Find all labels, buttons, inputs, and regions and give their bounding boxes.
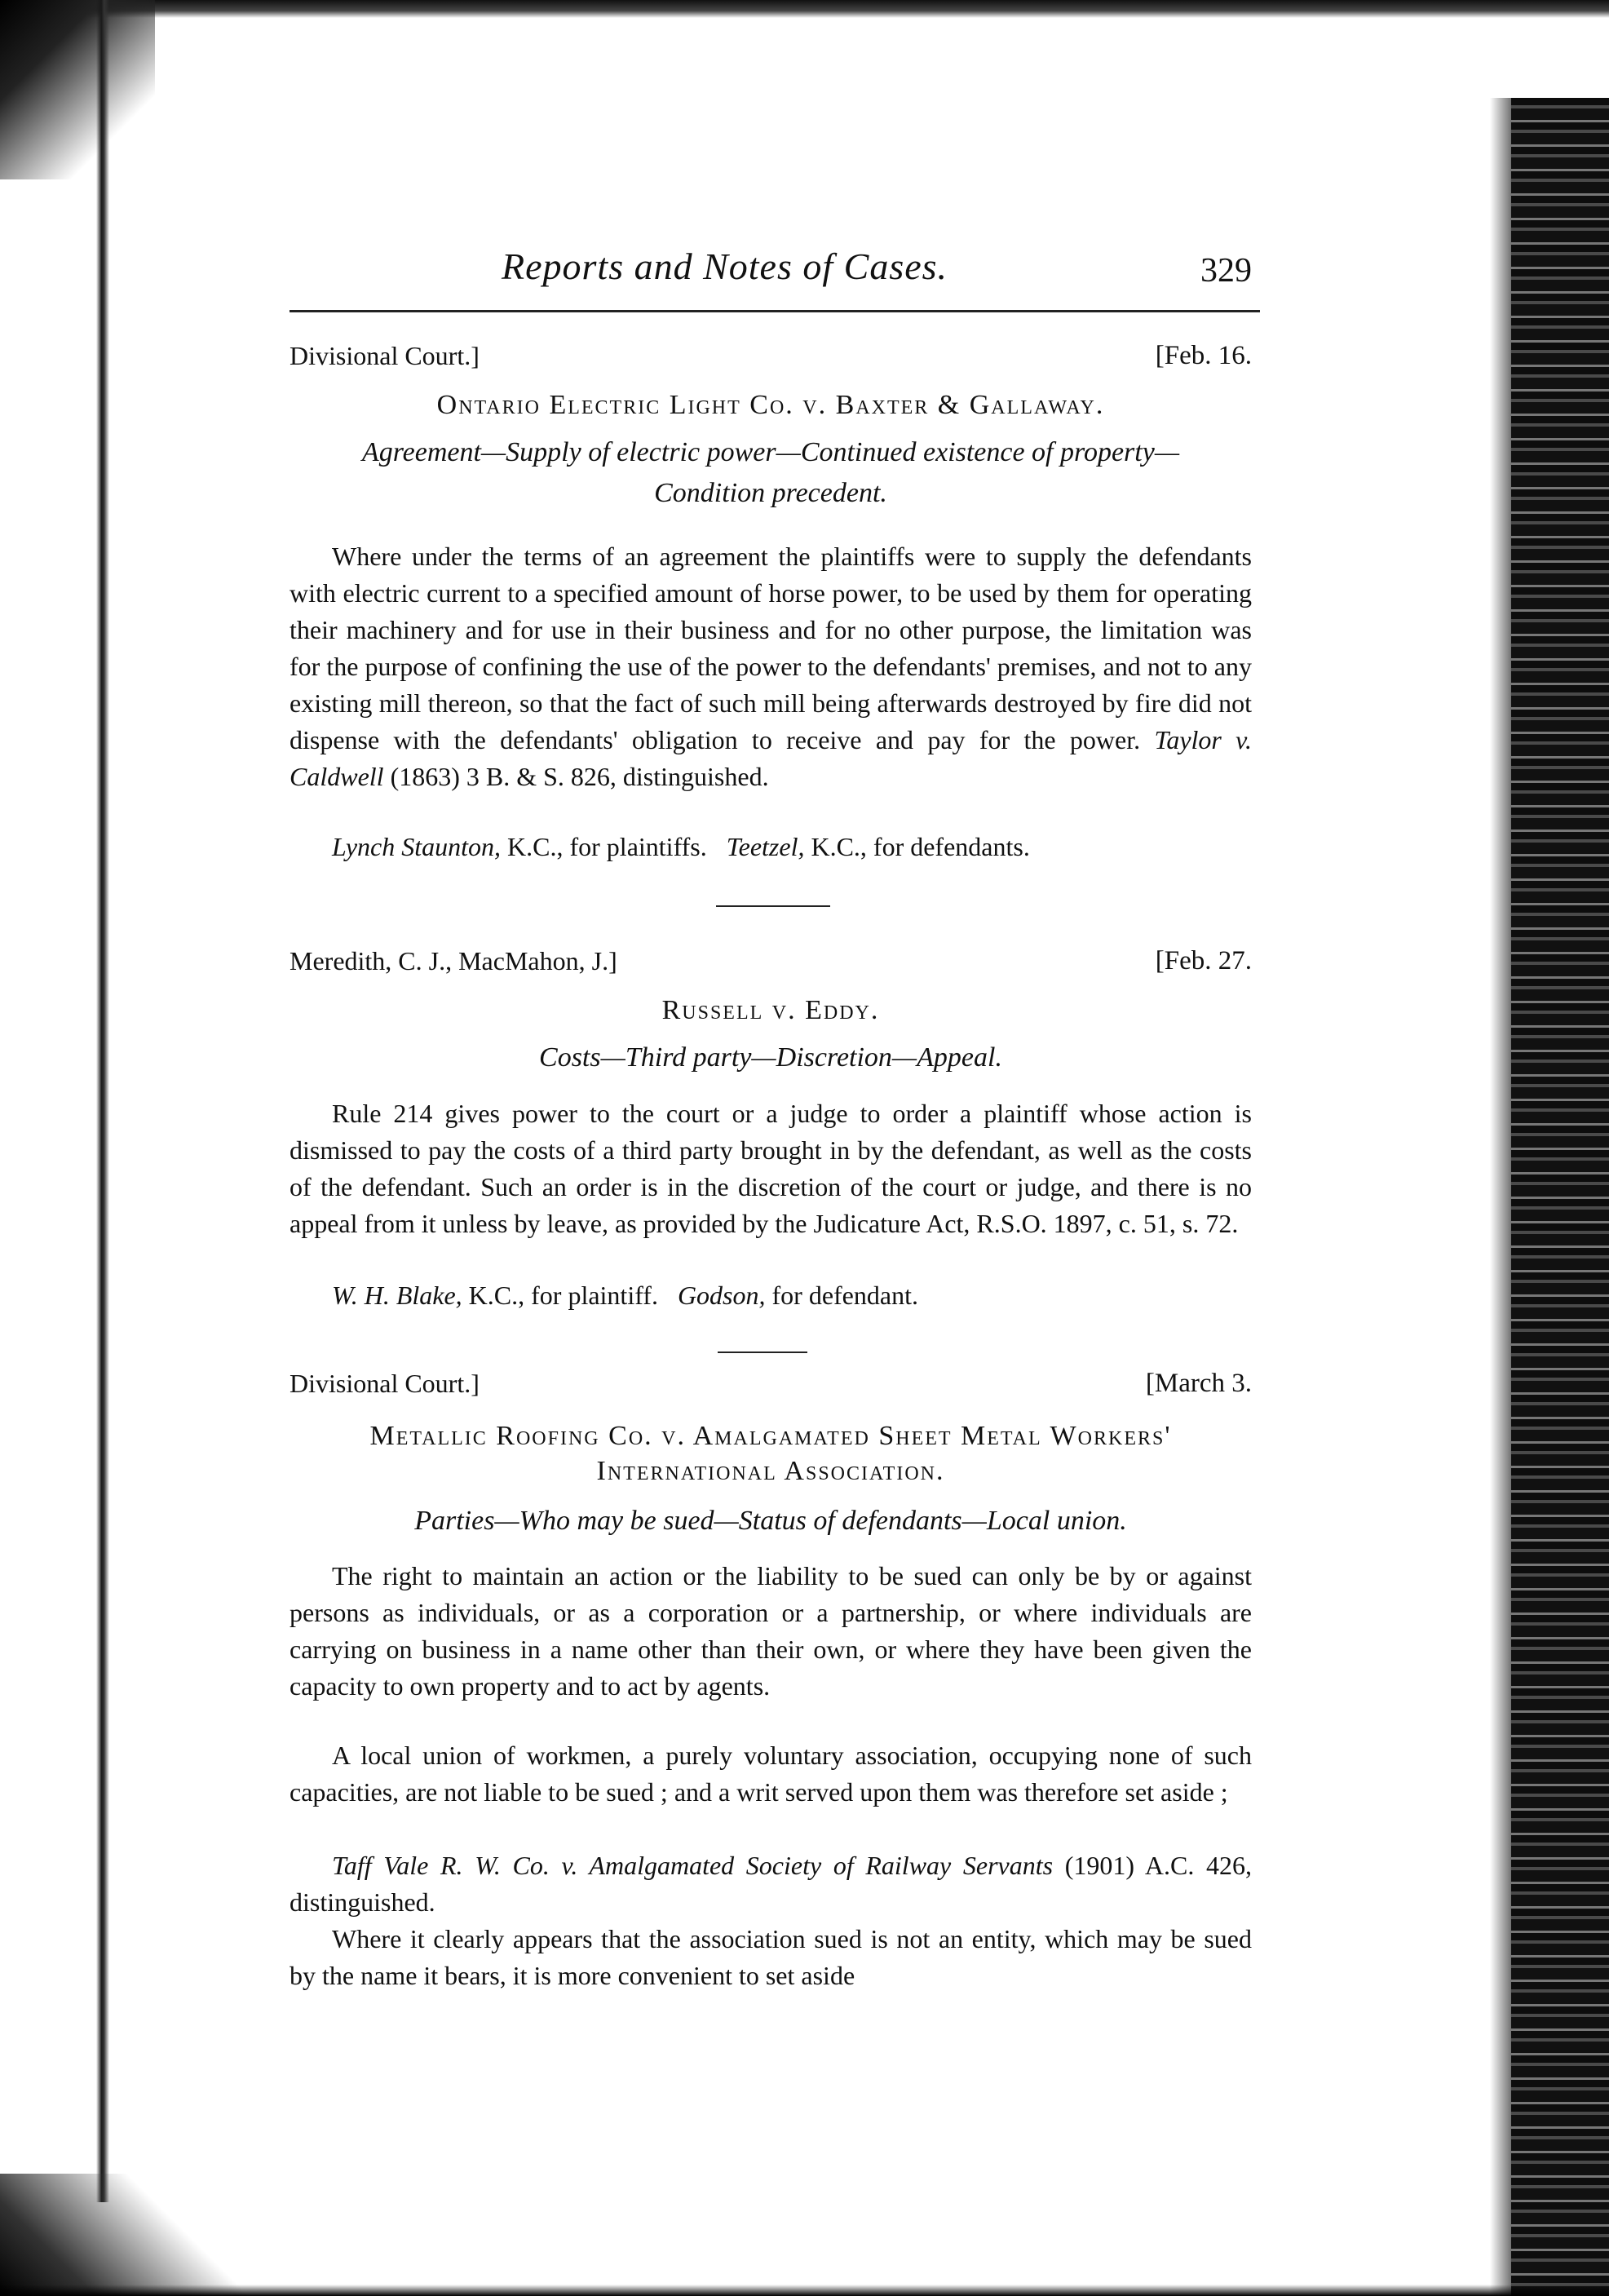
- case-1-paragraph-text: Where under the terms of an agreement the plaintiffs were to supply the defendants with electric current to a specified amount of horse power, to be used by them for operating their machinery and for use in their business and for no other purpose, the limitation was for the purpose of confining the use of the power to the defendants' premises, and not to any existing mill thereon, so that the fact of such mill being afterwards destroyed by fire did not dispense with the defendants' obligation to receive and pay for the power.: [290, 542, 1252, 754]
- case-separator-rule: [716, 905, 830, 907]
- case-3-paragraph-1: The right to maintain an action or the liability to be sued can only be by or against persons as individuals, or as a corporation or a partnership, or where individuals are carrying on business in a name other than their own, or where they have been given the capacity to own property and to act by agents.: [290, 1561, 1252, 1701]
- case-1-court: Divisional Court.]: [290, 341, 480, 370]
- case-3-title-line-2: International Association.: [596, 1456, 945, 1486]
- scan-binding-shadow: [96, 0, 109, 2202]
- case-2-counsel-2-name: Godson,: [677, 1281, 766, 1310]
- case-2-paragraph: Rule 214 gives power to the court or a judge to order a plaintiff whose action is dismissed to pay the costs of a third party brought in by the defendant, as well as the costs of the defendant. Such an order is in the discretion of the court or judge, and there is no appeal from it unless by leave, as provided by the Judicature Act, R.S.O. 1897, c. 51, s. 72.: [290, 1099, 1252, 1238]
- scan-page-stack-edge: [1511, 98, 1609, 2296]
- case-3-citation: [290, 1847, 1252, 1921]
- case-1-date: [Feb. 16.: [1155, 341, 1252, 370]
- case-2-headnote: Costs—Third party—Discretion—Appeal.: [539, 1042, 1002, 1073]
- case-3-paragraph-3: Where it clearly appears that the association sued is not an entity, which may be sued by the name it bears, it is more convenient to set aside: [290, 1924, 1252, 1990]
- case-1-headnote-line-1: Agreement—Supply of electric power—Continued existence of property—: [361, 437, 1180, 467]
- case-3-headnote: Parties—Who may be sued—Status of defendants—Local union.: [414, 1506, 1127, 1536]
- case-3-court: Divisional Court.]: [290, 1369, 480, 1398]
- running-head: [290, 245, 1252, 294]
- case-1-counsel-1-name: Lynch Staunton,: [332, 832, 502, 861]
- scan-corner-shadow: [0, 0, 155, 179]
- header-rule: [290, 310, 1260, 312]
- case-1-citation-case: Taylor v. Caldwell: [290, 725, 1253, 791]
- case-3-date: [March 3.: [1145, 1369, 1252, 1398]
- case-1-counsel-2-name: Teetzel,: [726, 832, 805, 861]
- case-2-court-line: [290, 946, 1252, 980]
- running-title: Reports and Notes of Cases.: [502, 246, 948, 287]
- scan-top-edge: [0, 0, 1609, 18]
- case-2-counsel-1-name: W. H. Blake,: [332, 1281, 462, 1310]
- case-1-citation-rest: (1863) 3 B. & S. 826, distinguished.: [390, 762, 769, 791]
- case-1-counsel-1-role: K.C., for plaintiffs.: [507, 832, 707, 861]
- case-3-citation-rest: (1901) A.C. 426, distinguished.: [290, 1851, 1253, 1917]
- scan-bottom-corner-shadow: [0, 2174, 261, 2296]
- case-2-date: [Feb. 27.: [1155, 946, 1252, 975]
- case-2-counsel-2-role: for defendant.: [771, 1281, 918, 1310]
- case-2-title: Russell v. Eddy.: [661, 995, 880, 1025]
- case-2-counsel-1-role: K.C., for plaintiff.: [468, 1281, 658, 1310]
- case-1-counsel-2-role: K.C., for defendants.: [811, 832, 1030, 861]
- scan-bottom-edge: [0, 2285, 1609, 2296]
- case-1-title: Ontario Electric Light Co. v. Baxter & Gallaway.: [436, 390, 1105, 420]
- case-2-court: Meredith, C. J., MacMahon, J.]: [290, 946, 617, 975]
- case-1-counsel: [332, 832, 1030, 862]
- case-3-title-line-1: Metallic Roofing Co. v. Amalgamated Sheet Metal Workers': [369, 1421, 1172, 1451]
- case-1-headnote-line-2: Condition precedent.: [654, 478, 887, 508]
- case-2-counsel: [332, 1281, 918, 1311]
- case-3-citation-case: Taff Vale R. W. Co. v. Amalgamated Society of Railway Servants: [332, 1851, 1054, 1880]
- case-3-paragraph-2: A local union of workmen, a purely voluntary association, occupying none of such capacities, are not liable to be sued ; and a writ served upon them was therefore set aside ;: [290, 1741, 1252, 1807]
- case-1-court-line: [290, 341, 1252, 375]
- case-3-court-line: [290, 1369, 1252, 1403]
- page-number: 329: [1200, 252, 1252, 290]
- case-separator-rule: [718, 1351, 807, 1353]
- scan-right-fade: [1490, 98, 1511, 2296]
- case-1-paragraph: [290, 538, 1252, 795]
